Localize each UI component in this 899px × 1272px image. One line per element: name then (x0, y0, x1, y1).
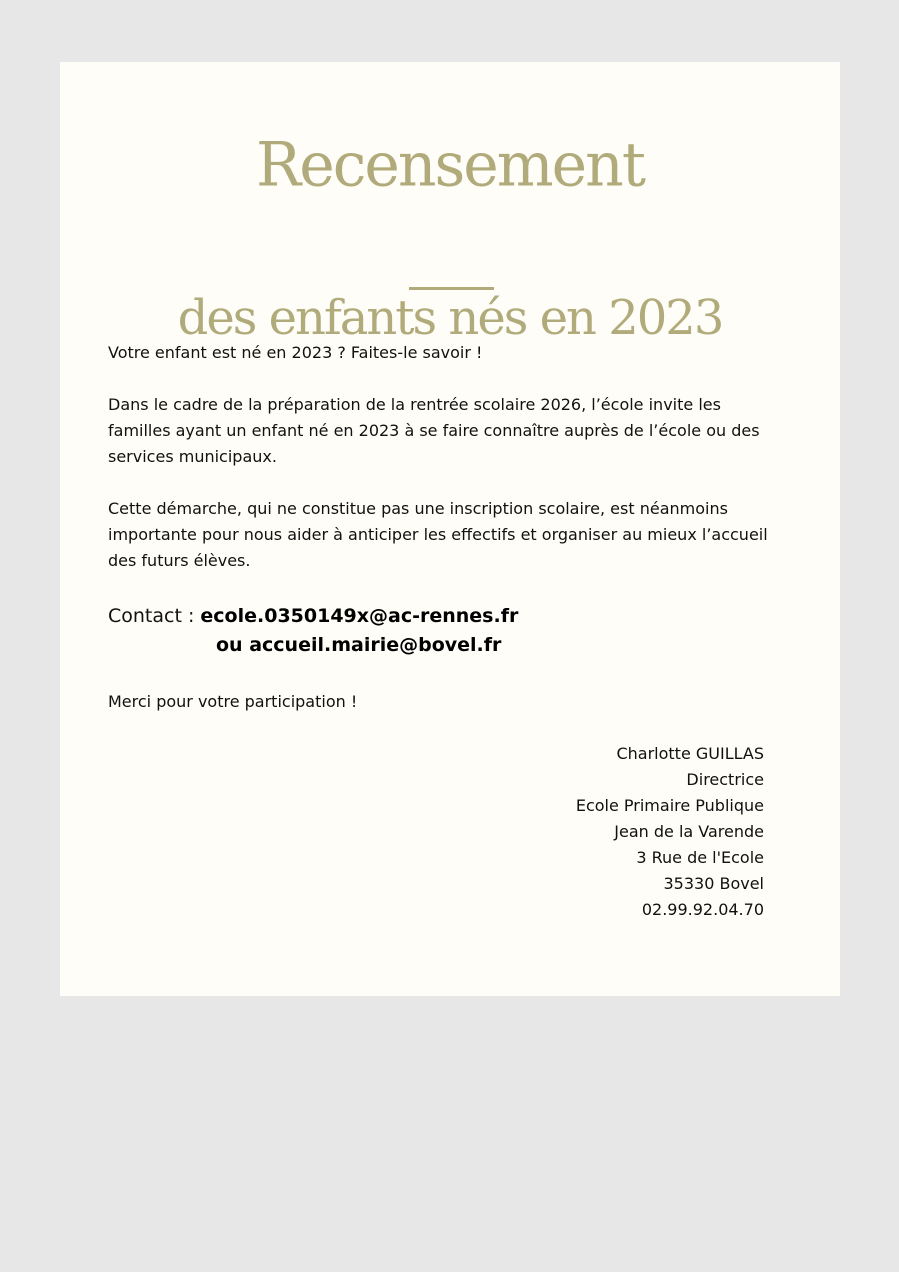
contact-email-school[interactable]: ecole.0350149x@ac-rennes.fr (200, 605, 519, 627)
title-line-1: Recensement (256, 129, 644, 201)
paragraph-preparation: Dans le cadre de la préparation de la rentrée scolaire 2026, l’école invite les familles ayant un enfant né en 2023 à se faire connaître auprès de l’école ou des services municipaux. (108, 395, 760, 466)
signature-school-name: Jean de la Varende (614, 822, 764, 841)
signature-school: Ecole Primaire Publique (575, 796, 764, 815)
signature-role: Directrice (686, 770, 764, 789)
contact-block (108, 602, 518, 660)
signature-phone: 02.99.92.04.70 (641, 900, 764, 919)
signature-name: Charlotte GUILLAS (616, 744, 764, 763)
contact-label: Contact : (108, 605, 201, 627)
flyer-page (60, 62, 840, 996)
paragraph-demarche: Cette démarche, qui ne constitue pas une inscription scolaire, est néanmoins importante pour nous aider à anticiper les effectifs et organiser au mieux l’accueil des futurs élèves. (108, 499, 768, 570)
intro-text: Votre enfant est né en 2023 ? Faites-le savoir ! (108, 343, 483, 362)
title-line-2: des enfants nés en 2023 (177, 290, 723, 346)
signature-block (576, 741, 764, 923)
contact-email-mairie[interactable]: ou accueil.mairie@bovel.fr (216, 634, 502, 656)
thanks-text: Merci pour votre participation ! (108, 692, 358, 711)
signature-city: 35330 Bovel (663, 874, 764, 893)
signature-street: 3 Rue de l'Ecole (636, 848, 764, 867)
